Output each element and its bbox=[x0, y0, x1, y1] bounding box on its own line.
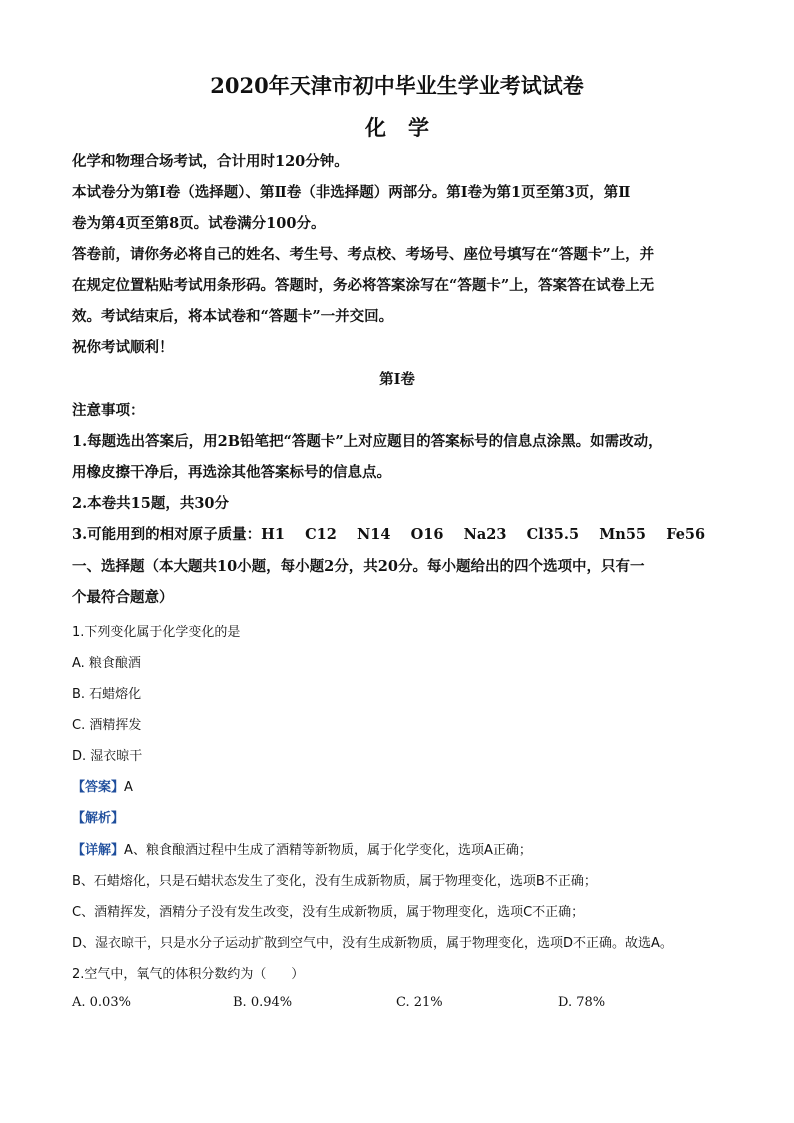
notes-line: 1.每题选出答案后，用2B铅笔把“答题卡”上对应题目的答案标号的信息点涂黑。如需改动， bbox=[72, 433, 663, 450]
question-option: A. 粮食酿酒 bbox=[72, 656, 141, 671]
intro-line: 祝你考试顺利！ bbox=[72, 339, 174, 356]
answer-line: 【答案】A bbox=[72, 780, 133, 795]
notes-heading: 注意事项： bbox=[72, 402, 145, 419]
detail-text: A、粮食酿酒过程中生成了酒精等新物质，属于化学变化，选项A正确； bbox=[124, 843, 532, 858]
analysis-line: 【解析】 bbox=[72, 811, 125, 826]
notes-line: 用橡皮擦干净后，再选涂其他答案标号的信息点。 bbox=[72, 464, 391, 481]
part-heading: 一、选择题（本大题共10小题，每小题2分，共20分。每小题给出的四个选项中，只有一 bbox=[72, 558, 645, 575]
intro-line: 卷为第4页至第8页。试卷满分100分。 bbox=[72, 215, 326, 232]
question-stem: 1.下列变化属于化学变化的是 bbox=[72, 625, 241, 640]
notes-line: 3.可能用到的相对原子质量：H1 C12 N14 O16 Na23 Cl35.5 Mn55 Fe56 bbox=[72, 526, 706, 543]
question-option: C. 21% bbox=[396, 995, 443, 1010]
question-option: B. 0.94% bbox=[233, 995, 293, 1010]
question-option: D. 湿衣晾干 bbox=[72, 749, 143, 764]
question-stem: 2.空气中，氧气的体积分数约为（ ） bbox=[72, 967, 305, 982]
answer-label: 答案 bbox=[85, 780, 112, 795]
detail-line: 【详解】A、粮食酿酒过程中生成了酒精等新物质，属于化学变化，选项A正确； bbox=[72, 843, 532, 858]
detail-line: C、酒精挥发，酒精分子没有发生改变，没有生成新物质，属于物理变化，选项C不正确； bbox=[72, 905, 585, 920]
intro-line: 化学和物理合场考试，合计用时120分钟。 bbox=[72, 153, 349, 170]
answer-value: A bbox=[124, 780, 133, 795]
intro-line: 效。考试结束后，将本试卷和“答题卡”一并交回。 bbox=[72, 308, 394, 325]
question-option: D. 78% bbox=[558, 995, 606, 1010]
analysis-label: 解析 bbox=[85, 811, 112, 826]
intro-line: 在规定位置粘贴考试用条形码。答题时，务必将答案涂写在“答题卡”上，答案答在试卷上无 bbox=[72, 277, 655, 294]
section-title: 第Ⅰ卷 bbox=[379, 371, 415, 388]
page-title: 2020年天津市初中毕业生学业考试试卷 bbox=[210, 73, 584, 98]
question-option: A. 0.03% bbox=[72, 995, 131, 1010]
detail-line: B、石蜡熔化，只是石蜡状态发生了变化，没有生成新物质，属于物理变化，选项B不正确； bbox=[72, 874, 597, 889]
intro-line: 答卷前，请你务必将自己的姓名、考生号、考点校、考场号、座位号填写在“答题卡”上，并 bbox=[72, 246, 655, 263]
detail-line: D、湿衣晾干，只是水分子运动扩散到空气中，没有生成新物质，属于物理变化，选项D不正确。故选A。 bbox=[72, 936, 673, 951]
intro-line: 本试卷分为第Ⅰ卷（选择题）、第Ⅱ卷（非选择题）两部分。第Ⅰ卷为第1页至第3页，第Ⅱ bbox=[72, 184, 631, 201]
part-heading: 个最符合题意） bbox=[72, 589, 174, 606]
notes-line: 2.本卷共15题，共30分 bbox=[72, 495, 229, 512]
question-option: C. 酒精挥发 bbox=[72, 718, 142, 733]
detail-label: 详解 bbox=[85, 843, 112, 858]
subject-title: 化学 bbox=[365, 115, 451, 140]
question-option: B. 石蜡熔化 bbox=[72, 687, 142, 702]
